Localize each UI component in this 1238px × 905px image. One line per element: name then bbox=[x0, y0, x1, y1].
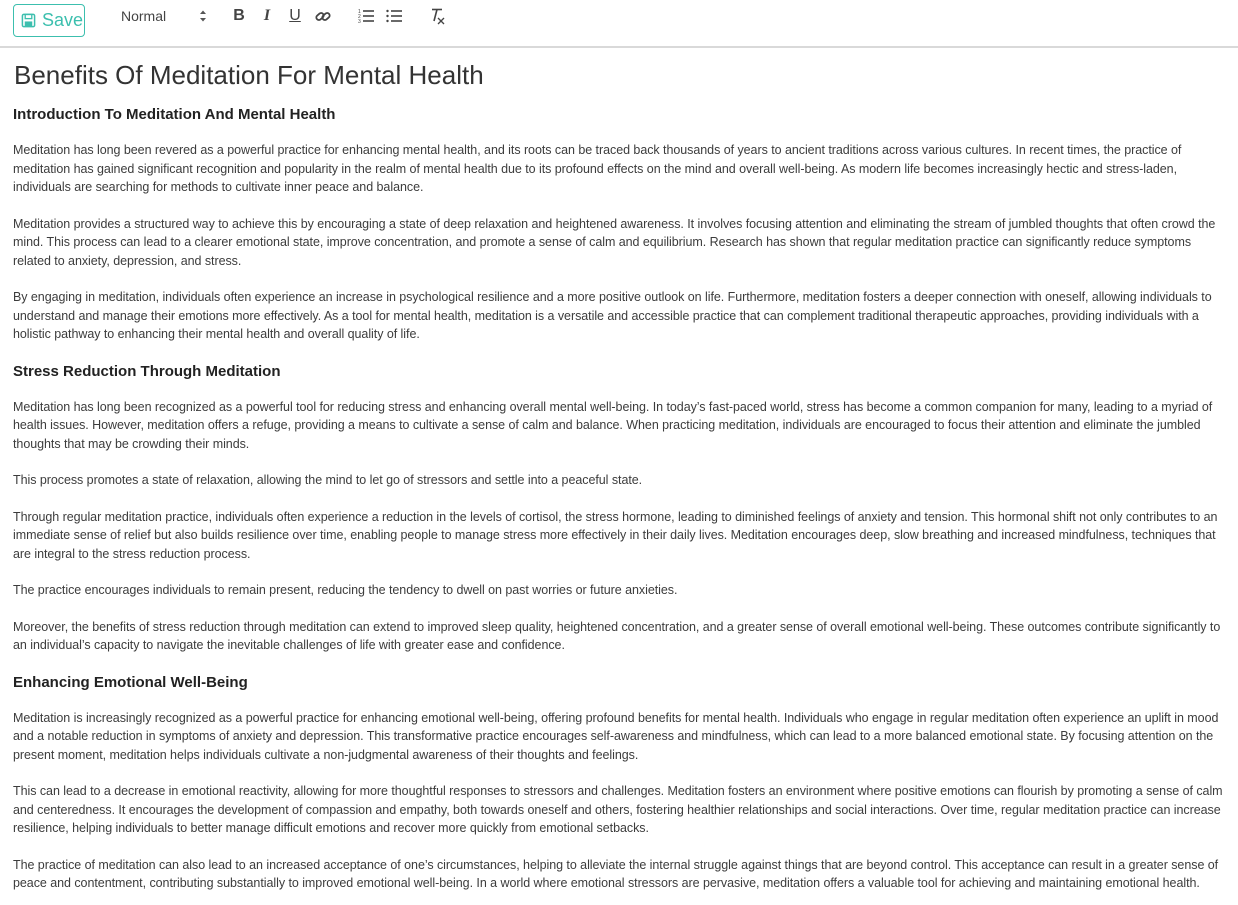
paragraph: The practice of meditation can also lead to an increased acceptance of one’s circumstances, helping to alleviate the internal struggle against things that are beyond control. This acceptance can result in a greater sense of peace and contentment, contributing substantially to improved emotional well-being. In a world where emotional stressors are pervasive, meditation offers a valuable tool for achieving and maintaining emotional health. bbox=[13, 857, 1219, 890]
document-title: Benefits Of Meditation For Mental Health bbox=[14, 60, 484, 90]
section-heading: Enhancing Emotional Well-Being bbox=[13, 673, 248, 691]
save-button[interactable] bbox=[13, 4, 85, 37]
bullet-list-button[interactable] bbox=[385, 7, 403, 25]
svg-text:3: 3 bbox=[358, 19, 361, 25]
ordered-list-icon bbox=[357, 7, 375, 25]
bold-button[interactable] bbox=[230, 7, 248, 25]
paragraph: The practice encourages individuals to remain present, reducing the tendency to dwell on past worries or future anxieties. bbox=[13, 583, 678, 597]
link-button[interactable] bbox=[314, 7, 332, 25]
italic-button[interactable] bbox=[258, 7, 276, 25]
paragraph: Through regular meditation practice, individuals often experience a reduction in the levels of cortisol, the stress hormone, leading to diminished feelings of anxiety and tension. This hormonal shift not only contributes to an immediate sense of relief but also builds resilience over time, enabling people to manage stress more effectively in their daily lives. Meditation encourages deep, slow breathing and increased mindfulness, techniques that are integral to the stress reduction process. bbox=[13, 509, 1218, 561]
editor-toolbar bbox=[0, 0, 1238, 48]
svg-text:1: 1 bbox=[358, 9, 361, 15]
paragraph: This process promotes a state of relaxation, allowing the mind to let go of stressors and settle into a peaceful state. bbox=[13, 473, 643, 487]
save-button-label: Save bbox=[42, 10, 84, 30]
underline-icon: U bbox=[289, 7, 301, 24]
paragraph: Meditation is increasingly recognized as a powerful practice for enhancing emotional well-being, offering profound benefits for mental health. Individuals who engage in regular meditation often experience an uplift in mood and a notable reduction in symptoms of anxiety and depression. This transformative practice encourages self-awareness and mindfulness, which can lead to a more balanced emotional state. By focusing attention on the present moment, meditation helps individuals cultivate a non-judgmental awareness of their thoughts and feelings. bbox=[13, 710, 1219, 762]
save-icon bbox=[21, 13, 36, 28]
section-heading: Stress Reduction Through Meditation bbox=[13, 362, 281, 380]
paragraph: Meditation provides a structured way to achieve this by encouraging a state of deep relaxation and heightened awareness. It involves focusing attention and eliminating the stream of jumbled thoughts that often crowd the mind. This process can lead to a clearer emotional state, improve concentration, and promote a sense of calm and equilibrium. Research has shown that regular meditation practice can significantly reduce symptoms related to anxiety, depression, and stress. bbox=[13, 216, 1216, 268]
bold-icon: B bbox=[233, 7, 245, 24]
clear-format-icon bbox=[428, 7, 446, 25]
ordered-list-button[interactable] bbox=[357, 7, 375, 25]
paragraph: Moreover, the benefits of stress reduction through meditation can extend to improved sleep quality, heightened concentration, and a greater sense of overall emotional well-being. These outcomes contribute significantly to an individual’s capacity to navigate the inevitable challenges of life with greater ease and confidence. bbox=[13, 619, 1221, 652]
paragraph: Meditation has long been recognized as a powerful tool for reducing stress and enhancing overall mental well-being. In today’s fast-paced world, stress has become a common companion for many, leading to a myriad of health issues. However, meditation offers a refuge, providing a means to cultivate a sense of calm and balance. When practicing meditation, individuals are encouraged to focus their attention and eliminate the jumbled thoughts that may be crowding their minds. bbox=[13, 399, 1213, 451]
underline-button[interactable] bbox=[286, 7, 304, 25]
document-editor[interactable] bbox=[0, 48, 1238, 905]
italic-icon: I bbox=[263, 7, 271, 24]
paragraph: Meditation has long been revered as a powerful practice for enhancing mental health, and its roots can be traced back thousands of years to ancient traditions across various cultures. In recent times, the practice of meditation has gained significant recognition and popularity in the realm of mental health due to its profound effects on the mind and overall well-being. As modern life becomes increasingly hectic and stress-laden, individuals are searching for methods to cultivate inner peace and balance. bbox=[13, 143, 1182, 194]
select-arrows-icon bbox=[199, 9, 207, 23]
link-icon bbox=[314, 7, 332, 25]
paragraph: This can lead to a decrease in emotional reactivity, allowing for more thoughtful responses to stressors and challenges. Meditation fosters an environment where positive emotions can flourish by promoting a sense of calm and centeredness. It encourages the development of compassion and empathy, both towards oneself and others, fostering healthier relationships and social interactions. Over time, regular meditation practice can increase resilience, helping individuals to better manage difficult emotions and recover more quickly from emotional setbacks. bbox=[13, 784, 1223, 835]
bullet-list-icon bbox=[385, 7, 403, 25]
paragraph: By engaging in meditation, individuals often experience an increase in psychological resilience and a more positive outlook on life. Furthermore, meditation fosters a deeper connection with oneself, allowing individuals to understand and manage their emotions more effectively. As a tool for mental health, meditation is a versatile and accessible practice that can complement traditional therapeutic approaches, providing individuals with a holistic pathway to enhancing their mental health and overall quality of life. bbox=[13, 290, 1212, 341]
header-format-select[interactable] bbox=[121, 7, 207, 25]
header-format-value: Normal bbox=[121, 8, 167, 24]
clear-format-button[interactable] bbox=[428, 7, 446, 25]
section-heading: Introduction To Meditation And Mental Health bbox=[13, 106, 336, 123]
svg-text:2: 2 bbox=[358, 14, 361, 20]
